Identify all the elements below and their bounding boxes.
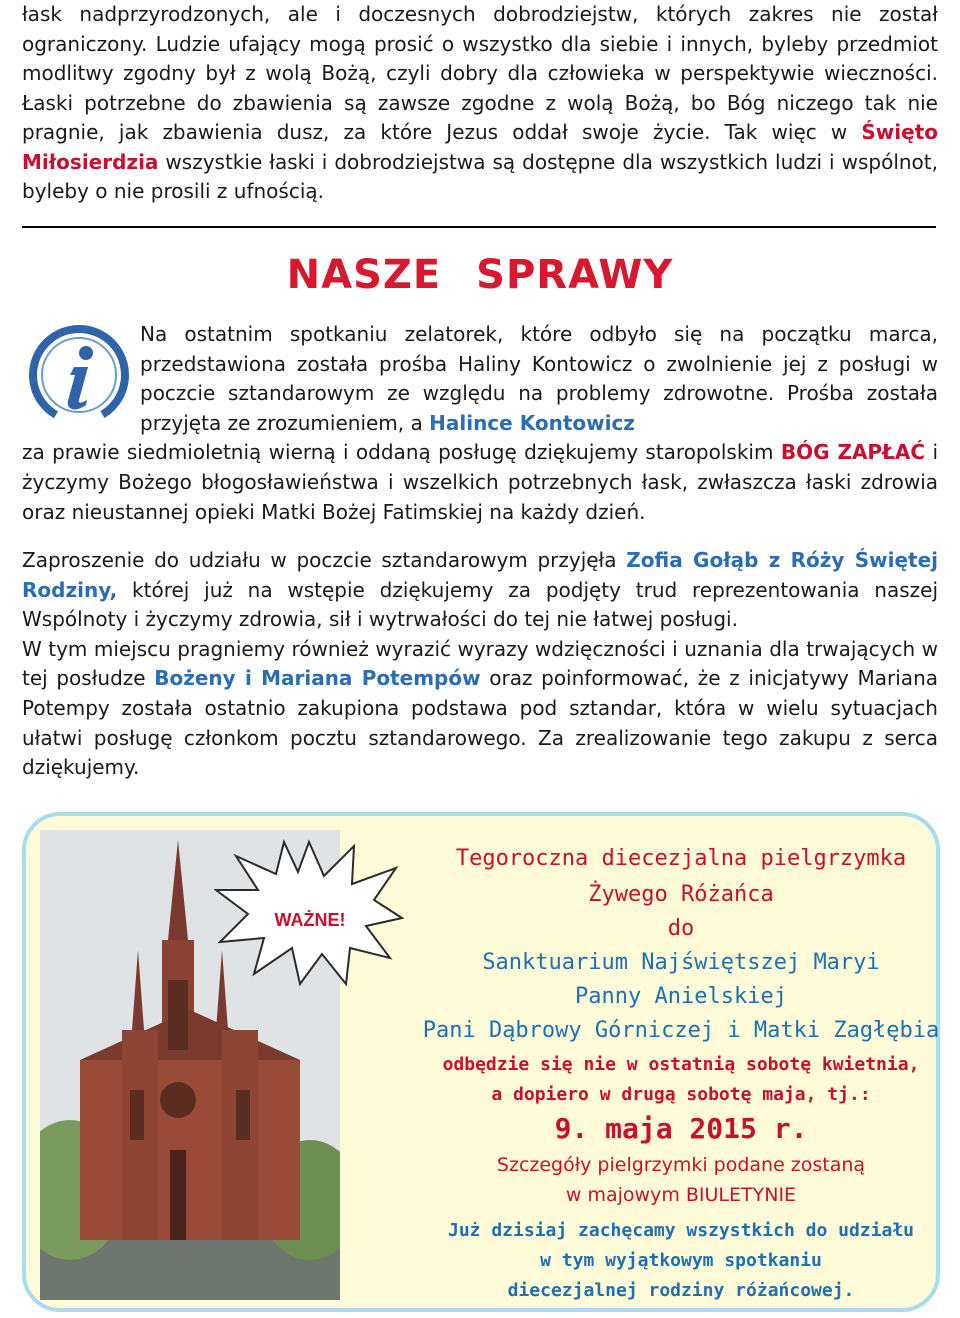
- announcement-line: w majowym BIULETYNIE: [565, 1184, 797, 1206]
- intro-text-end: wszystkie łaski i dobrodziejstwa są dostępne dla wszystkich ludzi i wspólnot, byleby o nie prosili z ufnością.: [22, 149, 938, 203]
- announcement-fragment: a dopiero: [491, 1084, 589, 1105]
- title-word: SPRAWY: [476, 252, 674, 298]
- announcement-line: w tym wyjątkowym spotkaniu: [540, 1250, 822, 1271]
- section-divider: [22, 226, 936, 228]
- name-zofia: Zofia Gołąb z Róży Świętej Rodziny,: [22, 548, 939, 602]
- announcement-fragment: w drugą sobotę maja, tj.:: [588, 1084, 871, 1105]
- indented-block: [22, 320, 938, 438]
- paragraph-poczet: [22, 546, 938, 783]
- name-halina: Halince Kontowicz: [429, 410, 635, 435]
- announcement-line: Pani Dąbrowy Górniczej i Matki Zagłębia: [422, 1018, 940, 1043]
- paragraph-text: Zaproszenie do udziału w poczcie sztandarowym przyjęła: [22, 548, 627, 572]
- highlight-divine-mercy: Święto Miłosierdzia: [22, 120, 938, 174]
- announcement-line: Żywego Różańca: [588, 882, 774, 907]
- thanks-highlight: BÓG ZAPŁAĆ: [780, 440, 926, 465]
- paragraph-text: W tym miejscu pragniemy również wyrazić wyrazy wdzięczności i uznania dla trwających w tej posłudze: [22, 636, 938, 691]
- section-title: [0, 252, 960, 298]
- paragraph-text: za prawie siedmioletnią wierną i oddaną posługę dziękujemy staropolskim: [22, 440, 781, 465]
- announcement-date: 9. maja 2015 r.: [554, 1112, 808, 1145]
- paragraph-text: której już na wstępie dziękujemy za podjęty trud reprezentowania naszej Wspólnoty i życzymy zdrowia, sił i wytrwałości do tej nie łatwej posługi.: [22, 577, 938, 632]
- title-word: NASZE: [286, 252, 442, 298]
- intro-paragraph: [22, 0, 938, 207]
- paragraph-zelatorki: [22, 320, 938, 527]
- paragraph-text: Na ostatnim spotkaniu zelatorek, które odbyło się na początku marca, przedstawiona została prośba Haliny Kontowicz o zwolnienie jej z posługi w poczcie sztandarowym ze względu na problemy zdrowotne. Prośba została przyjęta ze zrozumieniem, a: [140, 322, 938, 435]
- name-potempa: Bożeny i Mariana Potempów: [154, 666, 481, 691]
- announcement-line: [376, 1084, 960, 1105]
- intro-text: łask nadprzyrodzonych, ale i doczesnych dobrodziejstw, których zakres nie został ograniczony. Ludzie ufający mogą prosić o wszystko dla siebie i innych, byleby przedmiot modlitwy zgodny był z wolą Bożą, czyli dobry dla człowieka w perspektywie wieczności. Łaski potrzebne do zbawienia są zawsze zgodne z wolą Bożą, bo Bóg niczego tak nie pragnie, jak zbawienia dusz, za które Jezus oddał swoje życie. Tak więc w: [22, 2, 938, 144]
- announcement-line: Szczegóły pielgrzymki podane zostaną: [496, 1154, 866, 1176]
- announcement-line: diecezjalnej rodziny różańcowej.: [507, 1280, 855, 1301]
- announcement-line: Tegoroczna diecezjalna pielgrzymka: [455, 846, 907, 871]
- announcement-line: Sanktuarium Najświętszej Maryi: [482, 950, 880, 975]
- announcement-line: Już dzisiaj zachęcamy wszystkich do udziału: [448, 1220, 914, 1241]
- paragraph-text: oraz poinformować, że z inicjatywy Mariana Potempy została ostatnio zakupiona podstawa pod sztandar, która w wielu sytuacjach ułatwi posługę członkom pocztu sztandarowego. Za zrealizowanie tego zakupu z serca dziękujemy.: [22, 666, 938, 780]
- badge-text: WAŻNE!: [274, 910, 346, 930]
- paragraph-text: i życzymy Bożego błogosławieństwa i wszelkich potrzebnych łask, zwłaszcza łaski zdrowia oraz nieustannej opieki Matki Bożej Fatimskiej na każdy dzień.: [22, 440, 939, 524]
- announcement-line: Panny Anielskiej: [575, 984, 787, 1009]
- announcement-line: do: [667, 916, 695, 941]
- announcement-line: odbędzie się nie w ostatnią sobotę kwietnia,: [442, 1054, 920, 1075]
